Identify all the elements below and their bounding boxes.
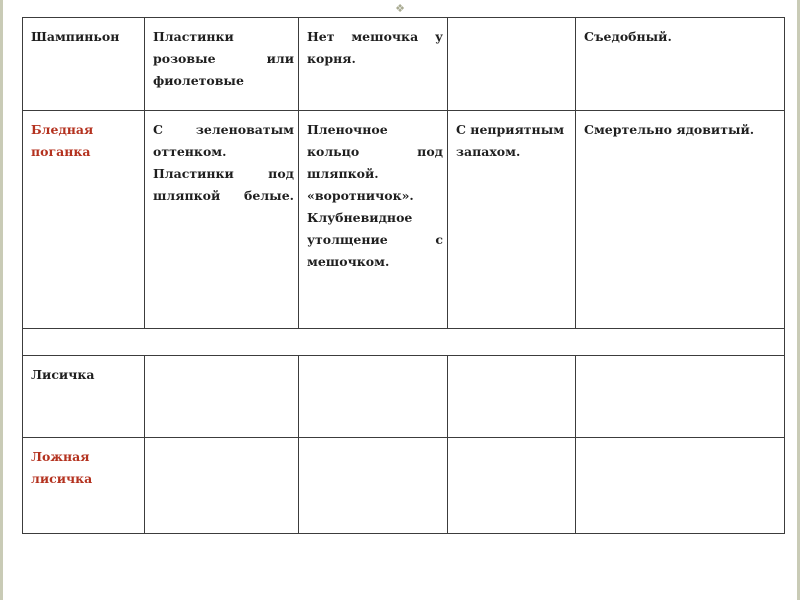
slide-marker-icon: ❖ <box>395 2 405 15</box>
cell-edibility-chanterelle <box>576 356 785 438</box>
cell-name-death-cap: Бледная поганка <box>23 111 145 329</box>
cell-gills-false-chanterelle <box>145 438 299 534</box>
mushroom-table <box>22 17 785 534</box>
cell-edibility-death-cap: Смертельно ядовитый. <box>576 111 785 329</box>
cell-edibility-champignon: Съедобный. <box>576 18 785 111</box>
cell-name-champignon: Шампиньон <box>23 18 145 111</box>
table-row-empty <box>23 329 785 356</box>
cell-edibility-false-chanterelle <box>576 438 785 534</box>
cell-smell-death-cap: С неприятным запахом. <box>448 111 576 329</box>
cell-gills-death-cap: С зеленоватым оттенком. Пластинки под шляпкой белые. <box>145 111 299 329</box>
cell-volva-champignon: Нет мешочка у корня. <box>299 18 448 111</box>
cell-ring-death-cap: Пленочное кольцо под шляпкой. «воротничок». Клубневидное утолщение с мешочком. <box>299 111 448 329</box>
cell-smell-chanterelle <box>448 356 576 438</box>
slide-frame-left <box>0 0 3 600</box>
cell-name-chanterelle: Лисичка <box>23 356 145 438</box>
cell-name-false-chanterelle: Ложная лисичка <box>23 438 145 534</box>
cell-ring-false-chanterelle <box>299 438 448 534</box>
cell-gills-champignon: Пластинки розовые или фиолетовые <box>145 18 299 111</box>
table-row-champignon <box>23 18 785 111</box>
cell-empty-row <box>23 329 785 356</box>
cell-smell-false-chanterelle <box>448 438 576 534</box>
cell-ring-chanterelle <box>299 356 448 438</box>
table-row-chanterelle <box>23 356 785 438</box>
table-row-death-cap <box>23 111 785 329</box>
cell-smell-champignon <box>448 18 576 111</box>
table-row-false-chanterelle <box>23 438 785 534</box>
cell-gills-chanterelle <box>145 356 299 438</box>
